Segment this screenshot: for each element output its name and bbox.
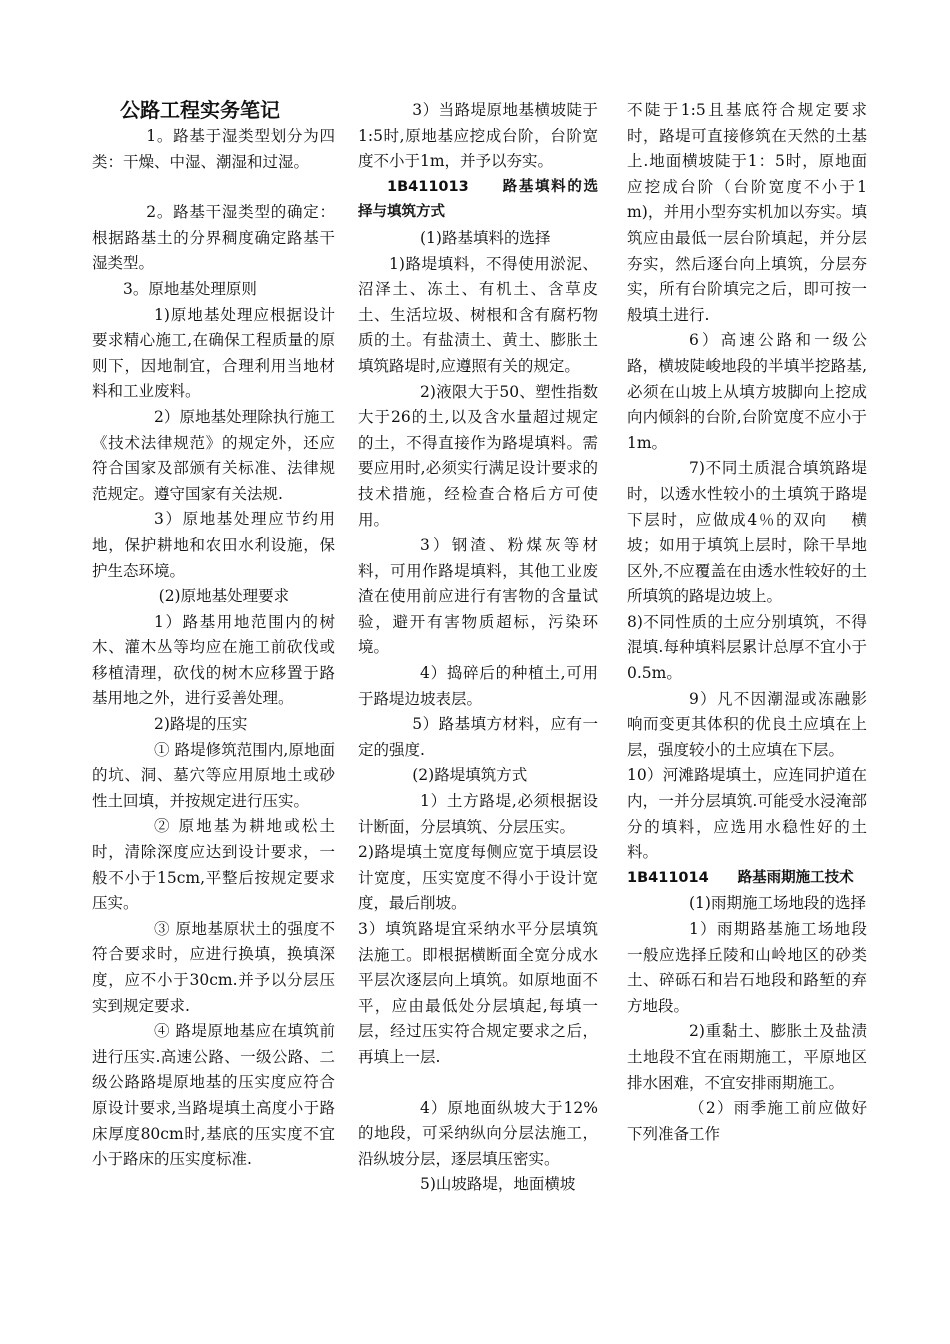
paragraph: 1）土方路堤,必须根据设计断面，分层填筑、分层压实。 <box>358 792 598 836</box>
paragraph: 5)山坡路堤，地面横坡 <box>420 1175 576 1194</box>
section-heading: (2)原地基处理要求 <box>158 587 290 606</box>
paragraph: 1）雨期路基施工场地段一般应选择丘陵和山岭地区的砂类土、碎砾石和岩石地段和路堑的弃方地段。 <box>627 920 867 1015</box>
paragraph: 1。路基于湿类型划分为四类：干燥、中湿、潮湿和过湿。 <box>92 127 335 171</box>
section-heading: (1)雨期施工场地段的选择 <box>689 894 866 913</box>
paragraph: 1)原地基处理应根据设计要求精心施工,在确保工程质量的原则下，因地制宜，合理利用当地材料和工业废料。 <box>92 305 335 401</box>
paragraph: 10）河滩路堤填土，应连同护道在内，一并分层填筑.可能受水浸淹部分的填料，应选用水稳性好的土料。 <box>627 766 867 862</box>
section-heading: 2)路堤的压实 <box>154 715 248 734</box>
paragraph: 8)不同性质的土应分别填筑，不得混填.每种填料层累计总厚不宜小于0.5m。 <box>627 612 867 683</box>
column-1 <box>92 96 335 1173</box>
paragraph: 2)重黏土、膨胀土及盐渍土地段不宜在雨期施工，平原地区排水困难，不宜安排雨期施工。 <box>627 1022 867 1092</box>
paragraph: ① 路堤修筑范围内,原地面的坑、洞、墓穴等应用原地土或砂性土回填，并按规定进行压实。 <box>92 740 335 810</box>
section-heading: (1)路基填料的选择 <box>420 228 551 247</box>
paragraph: 2)路堤填土宽度每侧应宽于填层设计宽度，压实宽度不得小于设计宽度，最后削坡。 <box>358 843 598 913</box>
column-3 <box>627 98 867 1147</box>
paragraph: 4）捣碎后的种植土,可用于路堤边坡表层。 <box>358 664 598 708</box>
section-heading-1b411014: 1B411014 路基雨期施工技术 <box>627 869 854 886</box>
paragraph: 9）凡不因潮湿或冻融影响而变更其体积的优良土应填在上层，强度较小的土应填在下层。 <box>627 689 867 759</box>
paragraph: 3）钢渣、粉煤灰等材料，可用作路堤填料，其他工业废渣在使用前应进行有害物的含量试验，避开有害物质超标，污染环境。 <box>358 536 598 657</box>
paragraph: ④ 路堤原地基应在填筑前进行压实.高速公路、一级公路、二级公路路堤原地基的压实度应符合原设计要求,当路堤填土高度小于路床厚度80cm时,基底的压实度不宜小于路床的压实度标准. <box>92 1022 335 1169</box>
section-heading: (2)路堤填筑方式 <box>412 766 528 785</box>
paragraph: 不陡于1:5且基底符合规定要求时，路堤可直接修筑在天然的土基上.地面横坡陡于1：5时，原地面应挖成台阶（台阶宽度不小于1m)，并用小型夯实机加以夯实。填筑应由最低一层台阶填起，并分层夯实，然后逐台向上填筑，分层夯实，所有台阶填完之后，即可按一般填土进行. <box>627 101 867 324</box>
paragraph: ② 原地基为耕地或松土时，清除深度应达到设计要求，一般不小于15cm,平整后按规定要求压实。 <box>92 817 335 913</box>
paragraph: 3）填筑路堤宜采纳水平分层填筑法施工。即根据横断面全宽分成水平层次逐层向上填筑。如原地面不平，应由最低处分层填起,每填一层，经过压实符合规定要求之后，再填上一层. <box>358 920 598 1066</box>
paragraph: 4）原地面纵坡大于12%的地段，可采纳纵向分层法施工，沿纵坡分层，逐层填压密实。 <box>358 1098 598 1168</box>
spacer <box>92 175 335 200</box>
paragraph: 7)不同土质混合填筑路堤时，以透水性较小的土填筑于路堤下层时，应做成4％的双向 横坡；如用于填筑上层时，除干旱地区外,不应覆盖在由透水性较好的土所填筑的路堤边坡上。 <box>627 459 867 606</box>
section-heading: （2）雨季施工前应做好下列准备工作 <box>627 1099 867 1143</box>
section-heading-1b411013: 1B411013 路基填料的选择与填筑方式 <box>358 178 598 221</box>
paragraph: 3）原地基处理应节约用地，保护耕地和农田水利设施，保护生态环境。 <box>92 510 335 580</box>
paragraph: 1）路基用地范围内的树木、灌木丛等均应在施工前砍伐或移植清理，砍伐的树木应移置于路基用地之外，进行妥善处理。 <box>92 612 335 708</box>
paragraph: 5）路基填方材料，应有一定的强度. <box>358 715 598 759</box>
paragraph: 3）当路堤原地基横坡陡于1:5时,原地基应挖成台阶，台阶宽度不小于1m，并予以夯实。 <box>358 101 598 171</box>
column-2 <box>358 98 598 1198</box>
paragraph: 2)液限大于50、塑性指数大于26的土,以及含水量超过规定的土，不得直接作为路堤填料。需要应用时,必须实行满足设计要求的技术措施，经检查合格后方可使用。 <box>358 382 598 529</box>
paragraph: 2）原地基处理除执行施工《技术法律规范》的规定外，还应符合国家及部颁有关标准、法律规范规定。遵守国家有关法规. <box>92 407 335 503</box>
document-title: 公路工程实务笔记 <box>120 98 280 122</box>
paragraph: ③ 原地基原状土的强度不符合要求时，应进行换填，换填深度，应不小于30cm.并予以分层压实到规定要求. <box>92 919 335 1015</box>
paragraph: 1)路堤填料，不得使用淤泥、沼泽土、冻土、有机土、含草皮土、生活垃圾、树根和含有腐朽物质的土。有盐渍土、黄土、膨胀土填筑路堤时,应遵照有关的规定。 <box>358 254 598 375</box>
paragraph: 6）高速公路和一级公路，横坡陡峻地段的半填半挖路基,必须在山坡上从填方坡脚向上挖成向内倾斜的台阶,台阶宽度不应小于1m。 <box>627 331 867 452</box>
spacer <box>358 1071 598 1096</box>
paragraph: 2。路基干湿类型的确定：根据路基土的分界稠度确定路基干湿类型。 <box>92 203 335 273</box>
section-heading: 3。原地基处理原则 <box>123 279 257 298</box>
